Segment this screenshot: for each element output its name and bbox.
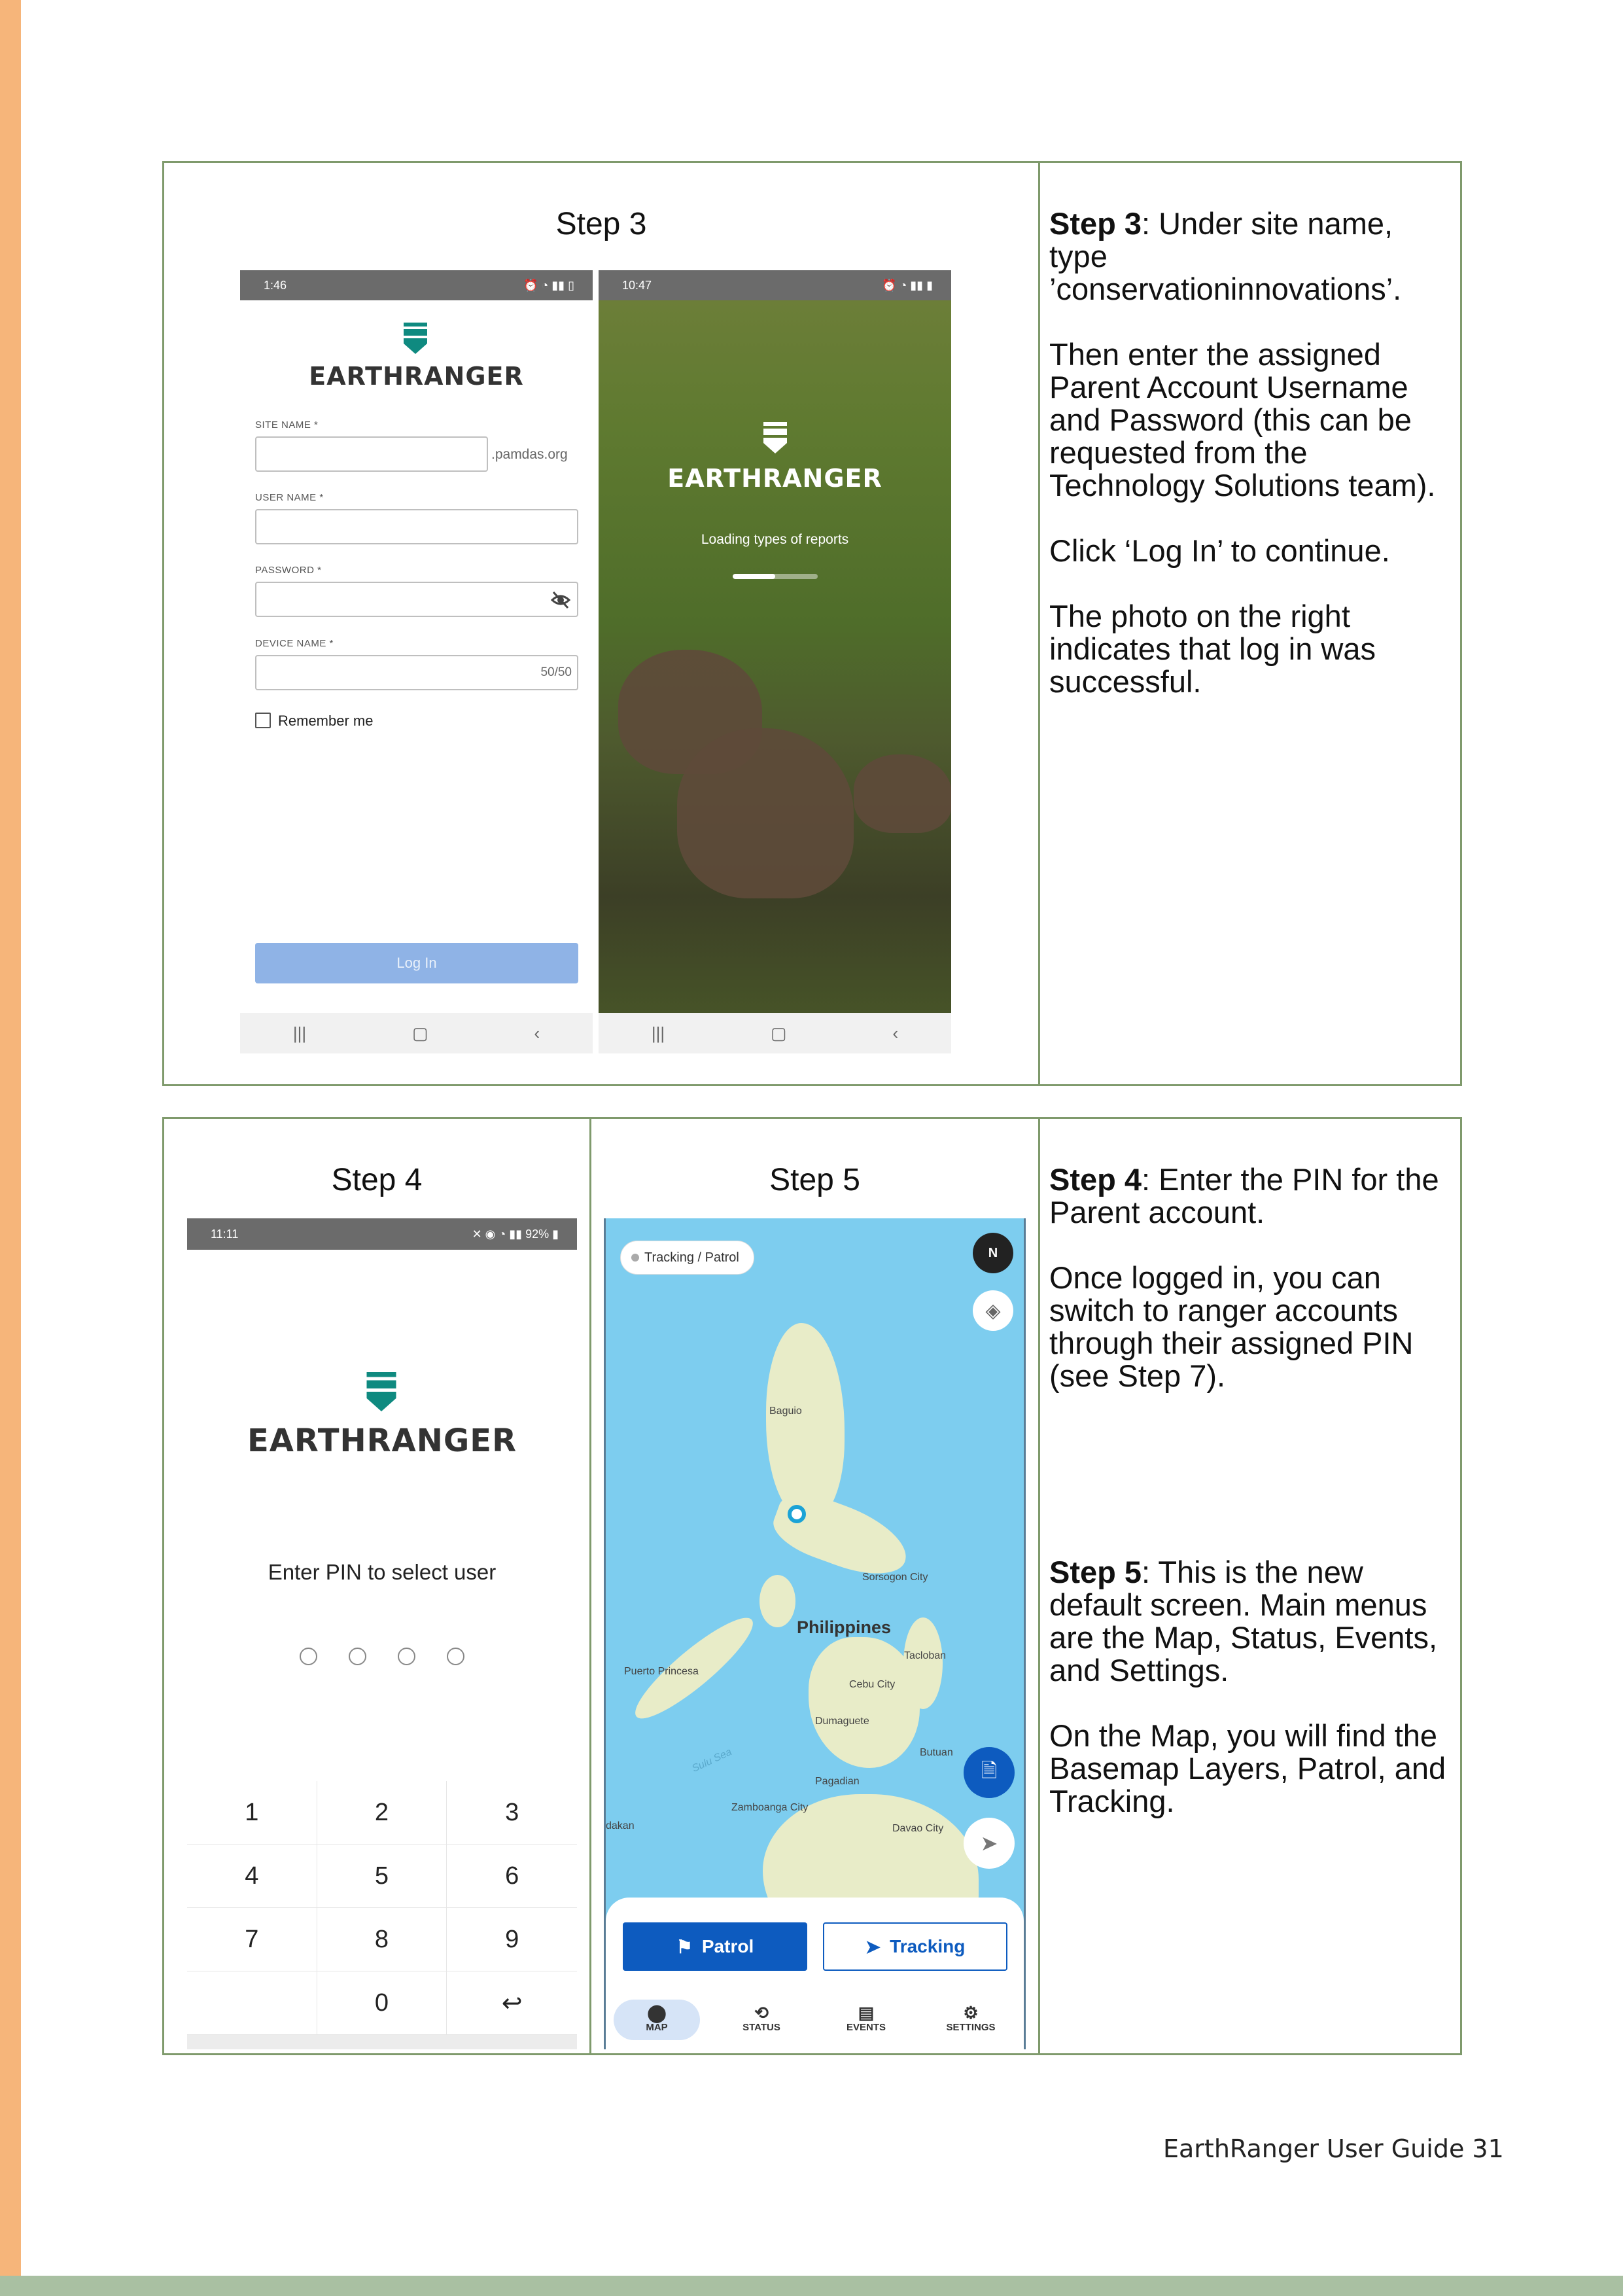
status-icons: ⏰ ◔ ▮▮ ▯ [523,278,574,292]
gear-icon: ⚙ [963,2003,979,2022]
pin-digit-indicator [349,1648,366,1665]
map-pin-icon: ⬤ [647,2003,667,2022]
step4-5-description [1049,1163,1455,1850]
home-icon[interactable]: ▢ [412,1023,428,1043]
earthranger-shield-icon [365,1370,398,1413]
status-time: 11:11 [211,1227,239,1241]
city-label: dakan [606,1820,635,1831]
site-name-label: SITE NAME * [255,419,319,431]
navigate-location-icon[interactable]: ➤ [964,1818,1015,1869]
brand-wordmark: EARTHRANGER [667,464,882,493]
recent-apps-icon[interactable]: ||| [292,1023,307,1043]
map-bottom-sheet [606,1898,1024,2049]
earthranger-shield-icon [402,321,428,355]
status-icons: ✕ ◉ ◔ ▮▮ 92% ▮ [472,1227,559,1241]
keypad-key[interactable]: 8 [317,1908,447,1971]
pin-digit-indicator [398,1648,415,1665]
pin-prompt: Enter PIN to select user [268,1560,497,1584]
status-icon: ⟲ [754,2003,769,2022]
brand-wordmark: EARTHRANGER [309,362,524,391]
current-location-marker [788,1505,806,1523]
desc-paragraph: Click ‘Log In’ to continue. [1049,533,1390,568]
loading-progress-fill [733,574,775,579]
eye-off-icon[interactable] [551,591,570,609]
desc-paragraph: Once logged in, you can switch to ranger accounts through their assigned PIN (see Step 7). [1049,1260,1414,1393]
keypad-key[interactable]: 9 [447,1908,577,1971]
step3-title: Step 3 [555,207,647,241]
desc-paragraph: Step 4: Enter the PIN for the Parent account. [1049,1162,1439,1229]
table-divider [1038,163,1040,1084]
keypad-key[interactable]: 7 [187,1908,317,1971]
events-icon: ▤ [858,2003,875,2022]
loading-screen [599,270,951,1053]
table-divider [1038,1119,1040,2053]
password-label: PASSWORD * [255,565,322,576]
android-nav-bar [240,1013,593,1053]
status-icons: ⏰ ◔ ▮▮ ▮ [881,278,933,292]
loading-status-text: Loading types of reports [701,532,849,547]
step3-table [162,161,1462,1086]
patrol-icon: ⚑ [676,1936,693,1957]
country-label: Philippines [797,1617,892,1637]
login-button[interactable]: Log In [255,943,578,983]
device-name-counter: 50/50 [540,665,572,679]
status-dot-icon [631,1254,639,1262]
remember-me-label: Remember me [278,713,374,729]
desc-paragraph: Then enter the assigned Parent Account Username and Password (this can be requested from the Technology Solutions team). [1049,337,1436,503]
android-nav-bar [599,1013,951,1053]
keypad-bottom-strip [187,2035,577,2049]
desc-paragraph: On the Map, you will find the Basemap Layers, Patrol, and Tracking. [1049,1718,1446,1818]
desc-paragraph: The photo on the right indicates that log in was successful. [1049,599,1376,699]
user-name-label: USER NAME * [255,492,324,503]
keypad-key[interactable]: 3 [447,1781,577,1845]
table-divider [589,1119,591,2053]
status-bar [187,1218,577,1250]
page-footer: EarthRanger User Guide 31 [1163,2134,1504,2163]
loading-progress-bar [733,574,818,579]
compass-icon[interactable]: N [973,1233,1013,1273]
city-label: Baguio [769,1405,802,1417]
left-accent-stripe [0,0,21,2296]
layers-icon[interactable]: ◈ [973,1290,1013,1331]
status-time: 10:47 [622,278,652,292]
site-domain-suffix: .pamdas.org [491,447,568,462]
bottom-accent-stripe [0,2276,1623,2296]
tab-settings[interactable]: ⚙ SETTINGS [932,2004,1010,2033]
city-label: Dumaguete [815,1716,869,1727]
keypad-key[interactable]: 4 [187,1845,317,1908]
step4-title: Step 4 [331,1163,423,1197]
step4-5-table [162,1117,1462,2055]
pin-screen [187,1218,577,2049]
user-name-input[interactable] [255,509,578,544]
status-time: 1:46 [264,278,287,292]
map-land-mindoro [759,1575,795,1627]
step5-title: Step 5 [769,1163,860,1197]
keypad-key[interactable]: 6 [447,1845,577,1908]
home-icon[interactable]: ▢ [771,1023,787,1043]
back-icon[interactable]: ‹ [534,1023,540,1043]
pin-keypad [187,1781,577,2035]
keypad-key[interactable]: 1 [187,1781,317,1845]
city-label: Butuan [920,1747,953,1758]
keypad-empty [187,1971,317,2035]
password-input[interactable] [255,582,578,617]
city-label: Tacloban [904,1650,947,1661]
map-land-samar [903,1617,943,1709]
tracking-button[interactable]: ➤ Tracking [823,1922,1007,1971]
city-label: Davao City [892,1823,944,1834]
city-label: Pagadian [815,1776,860,1787]
earthranger-shield-icon [762,421,788,455]
device-name-input[interactable] [255,655,578,690]
map-land-luzon [766,1323,845,1519]
step3-description [1049,207,1455,731]
tab-events[interactable]: ▤ EVENTS [827,2004,905,2033]
site-name-input[interactable] [255,436,488,472]
city-label: Sorsogon City [862,1572,928,1583]
remember-me-checkbox[interactable] [255,713,271,728]
city-label: Zamboanga City [731,1802,809,1813]
map-screen [604,1218,1026,2049]
login-screen [240,270,593,1053]
pin-digit-indicator [447,1648,464,1665]
device-name-label: DEVICE NAME * [255,638,334,649]
status-bar [599,270,951,300]
brand-wordmark: EARTHRANGER [247,1422,517,1459]
keypad-key[interactable]: 0 [317,1971,447,2035]
city-label: Cebu City [849,1679,896,1690]
patrol-button[interactable]: ⚑ Patrol [623,1922,807,1971]
recent-apps-icon[interactable]: ||| [651,1023,665,1043]
sea-label: Sulu Sea [690,1746,734,1775]
add-report-button[interactable]: 🗎 [964,1747,1015,1798]
desc-paragraph: Step 5: This is the new default screen. Main menus are the Map, Status, Events, and Settings. [1049,1555,1438,1687]
keypad-key[interactable]: 2 [317,1781,447,1845]
enter-key[interactable]: ↩ [447,1971,577,2035]
tracking-arrow-icon: ➤ [865,1936,881,1957]
status-bar [240,270,593,300]
elephant-photo [677,728,854,898]
keypad-key[interactable]: 5 [317,1845,447,1908]
desc-paragraph: Step 3: Under site name, type ’conservationinnovations’. [1049,206,1402,306]
tab-map[interactable]: ⬤ MAP [618,2004,696,2033]
city-label: Puerto Princesa [624,1666,699,1677]
tracking-patrol-chip[interactable]: Tracking / Patrol [620,1241,754,1275]
pin-digit-indicator [300,1648,317,1665]
elephant-photo [854,754,951,833]
tab-status[interactable]: ⟲ STATUS [722,2004,801,2033]
back-icon[interactable]: ‹ [892,1023,899,1043]
